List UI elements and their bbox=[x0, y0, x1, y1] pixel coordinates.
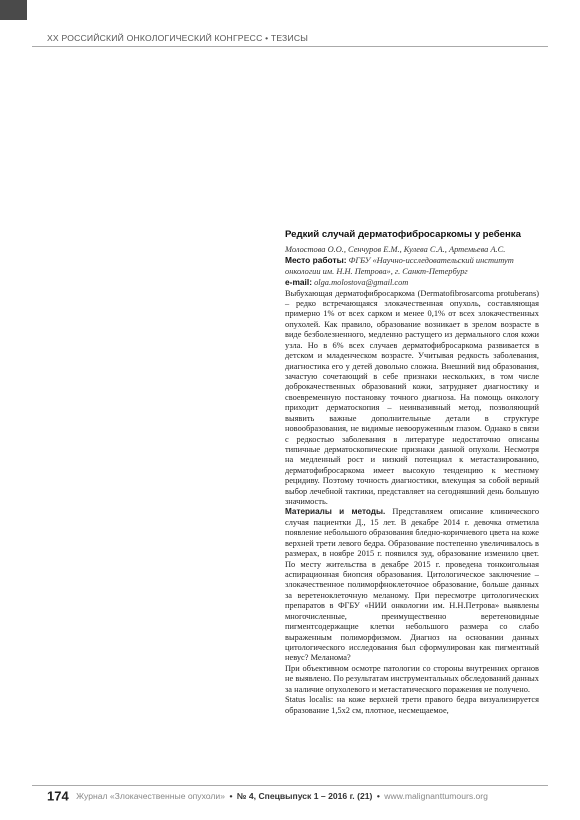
workplace-label: Место работы: bbox=[285, 255, 347, 266]
examination-paragraph: При объективном осмотре патологии со стороны внутренних органов не выявлено. По результатам инструментальных обследований данных за наличие опухолевого и метастатического поражения не получено. bbox=[285, 663, 539, 694]
methods-paragraph bbox=[285, 507, 539, 663]
issue-info: № 4, Спецвыпуск 1 – 2016 г. (21) bbox=[236, 790, 373, 801]
methods-label: Материалы и методы. bbox=[285, 507, 386, 517]
email-label: e-mail: bbox=[285, 277, 312, 288]
abstract-article bbox=[285, 229, 539, 716]
intro-paragraph: Выбухающая дерматофибросаркома (Dermatofibrosarcoma protuberans) – редко встречающаяся злокачественная опухоль, составляющая примерно 1% от всех сарком и менее 0,1% от всех злокачественных опухолей. Как правило, образование возникает в зрелом возрасте в виде безболезненного, медленно растущего из дермального слоя кожи узла. Но в 6% всех случаев дерматофибросаркома развивается в детском и младенческом возрасте. Учитывая редкость заболевания, диагностика его у детей довольно сложна. Внешний вид образования, зачастую сочетающий в себе признаки нескольких, в том числе доброкачественных образований кожи, затрудняет диагностику и своевременную постановку точного диагноза. На помощь онкологу приходит дерматоскопия – неинвазивный метод, позволяющий выявить важные дополнительные детали в структуре новообразования, не видимые невооруженным глазом. Однако в связи с редкостью заболевания в литературе недостаточно описаны типичные дерматоскопические признаки данной опухоли. Несмотря на медленный рост и низкий потенциал к метастазированию, дерматофибросаркома имеет высокую тенденцию к местному рецидиву. Поэтому точность диагностики, влекущая за собой верный выбор лечебной тактики, представляет на сегодняшний день большую значимость. bbox=[285, 288, 539, 507]
running-header: XX РОССИЙСКИЙ ОНКОЛОГИЧЕСКИЙ КОНГРЕСС • ТЕЗИСЫ bbox=[47, 33, 309, 43]
email-line bbox=[285, 277, 539, 288]
methods-text: Представляем описание клинического случая пациентки Д., 15 лет. В декабре 2014 г. девочка отметила появление небольшого образования бледно-коричневого цвета на коже верхней трети левого бедра. Образование постепенно увеличивалось в размерах, в ноябре 2015 г. появился зуд, образование изменило цвет. По месту жительства в декабре 2015 г. проведена тонкоигольная аспирационная биопсия образования. Цитологическое заключение – злокачественное полиморфноклеточное образование, больше данных за веретеноклеточную меланому. При пересмотре цитологических препаратов в ФГБУ «НИИ онкологии им. Н.Н.Петрова» выявлены многочисленные, преимущественно веретеновидные пигментсодержащие клетки небольшого размера со слабо выраженным полиморфизмом. Диагноз на основании данных цитологического исследования был сформулирован как пигментный невус? Меланома? bbox=[285, 507, 540, 663]
corner-tab-mark bbox=[0, 0, 27, 20]
footer-separator: • bbox=[229, 790, 233, 801]
email-address[interactable]: olga.molostova@gmail.com bbox=[314, 278, 409, 288]
author-list: Молостова О.О., Сенчуров Е.М., Кулева С.А., Артемьева А.С. bbox=[285, 245, 506, 254]
header-divider bbox=[32, 46, 548, 47]
workplace-line bbox=[285, 255, 539, 277]
page-number: 174 bbox=[47, 788, 69, 804]
journal-name: Журнал «Злокачественные опухоли» bbox=[76, 790, 225, 801]
footer-separator: • bbox=[376, 790, 380, 801]
abstract-body bbox=[285, 289, 539, 716]
article-title: Редкий случай дерматофибросаркомы у ребенка bbox=[285, 229, 521, 240]
page-footer bbox=[47, 787, 488, 805]
workplace-text: ФГБУ «Научно-исследовательский институт онкологии им. Н.Н. Петрова», г. Санкт-Петербург bbox=[285, 256, 514, 276]
footer-divider bbox=[32, 785, 548, 786]
website-link[interactable]: www.malignanttumours.org bbox=[384, 790, 488, 801]
status-localis-paragraph: Status localis: на коже верхней трети правого бедра визуализируется образование 1,5х2 см, плотное, несмещаемое, bbox=[285, 695, 539, 715]
